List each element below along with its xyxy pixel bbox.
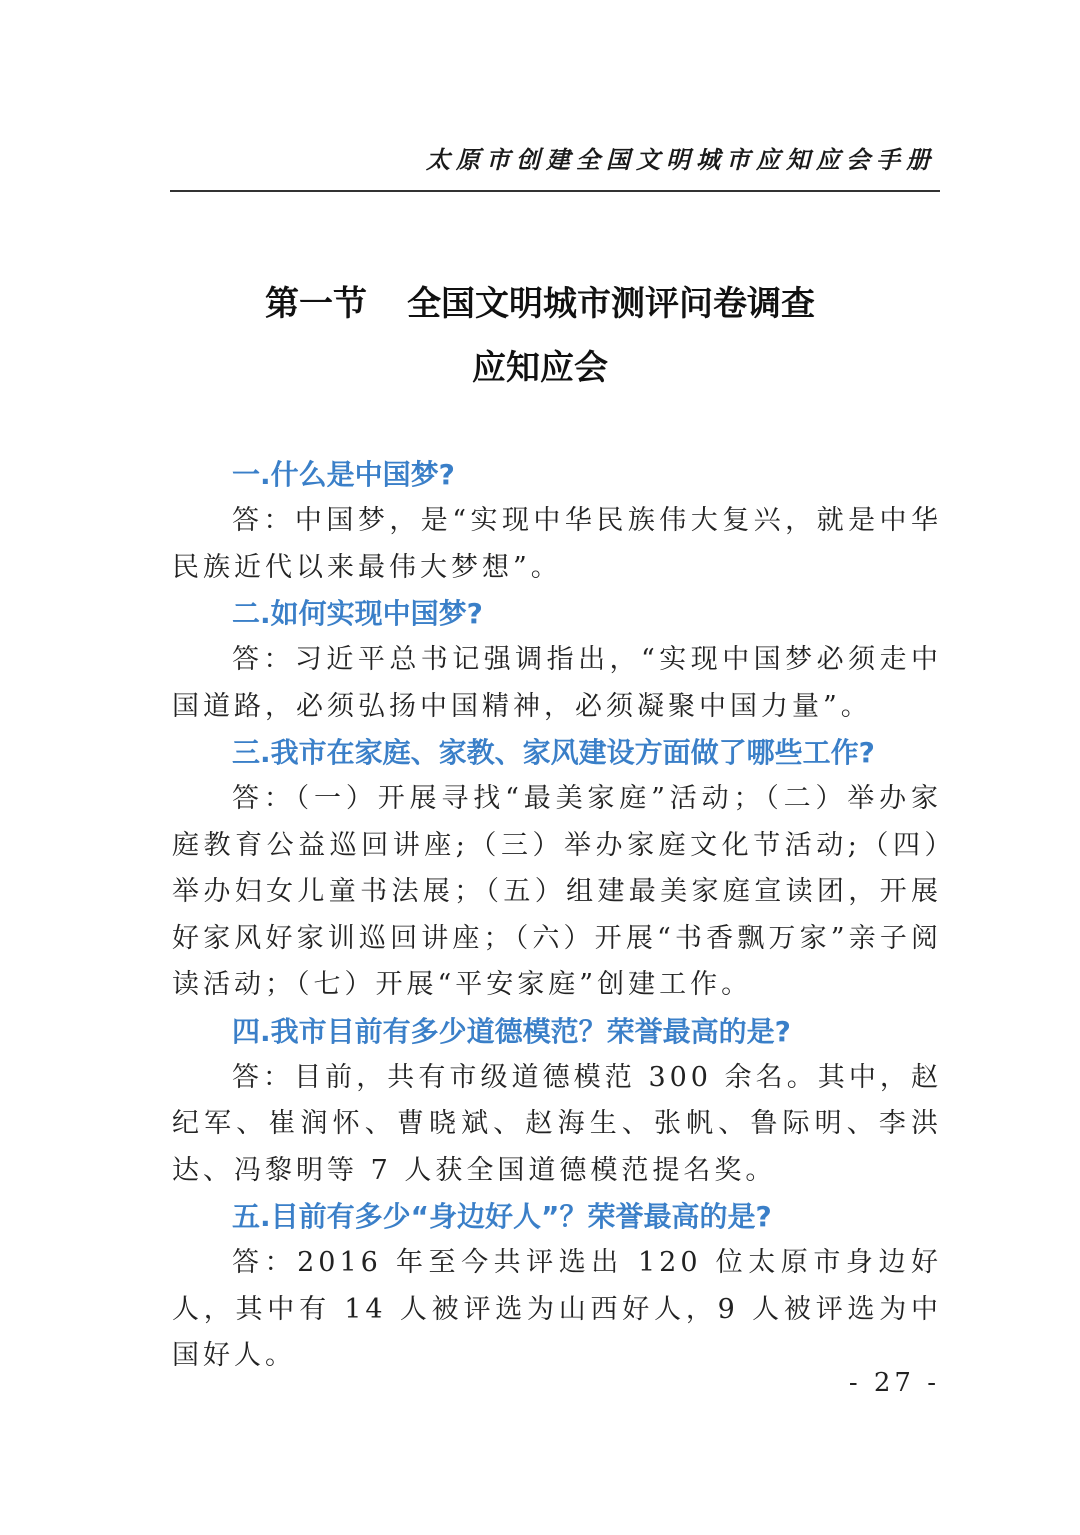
answer-2: 答：习近平总书记强调指出，“实现中国梦必须走中国道路，必须弘扬中国精神，必须凝聚中国力量”。 <box>172 644 942 722</box>
question-3: 三.我市在家庭、家教、家风建设方面做了哪些工作? <box>232 736 875 769</box>
qa-list <box>172 452 942 1380</box>
question-5: 五.目前有多少“身边好人”？荣誉最高的是? <box>232 1200 772 1233</box>
question-4: 四.我市目前有多少道德模范？荣誉最高的是? <box>232 1014 791 1048</box>
answer-3: 答：（一）开展寻找“最美家庭”活动；（二）举办家庭教育公益巡回讲座;（三）举办家庭文化节活动;（四）举办妇女儿童书法展；（五）组建最美家庭宣读团，开展好家风好家训巡回讲座；（六）开展“书香飘万家”亲子阅读活动；（七）开展“平安家庭”创建工作。 <box>172 783 942 1000</box>
question-1: 一.什么是中国梦? <box>232 458 455 491</box>
question-2: 二.如何实现中国梦? <box>232 597 483 630</box>
section-title-line2: 应知应会 <box>472 348 608 388</box>
section-title-line1 <box>0 276 1080 325</box>
section-label: 第一节 <box>265 284 367 324</box>
answer-4: 答：目前，共有市级道德模范 300 余名。其中，赵纪军、崔润怀、曹晓斌、赵海生、张帆、鲁际明、李洪达、冯黎明等 7 人获全国道德模范提名奖。 <box>172 1061 942 1186</box>
section-title-text: 全国文明城市测评问卷调查 <box>407 284 815 324</box>
handbook-title: 太原市创建全国文明城市应知应会手册 <box>426 146 936 174</box>
answer-1: 答：中国梦，是“实现中华民族伟大复兴，就是中华民族近代以来最伟大梦想”。 <box>172 505 942 583</box>
page-number: - 27 - <box>848 1368 940 1398</box>
page-header <box>170 130 940 192</box>
answer-5: 答：2016 年至今共评选出 120 位太原市身边好人，其中有 14 人被评选为山西好人，9 人被评选为中国好人。 <box>172 1247 942 1371</box>
